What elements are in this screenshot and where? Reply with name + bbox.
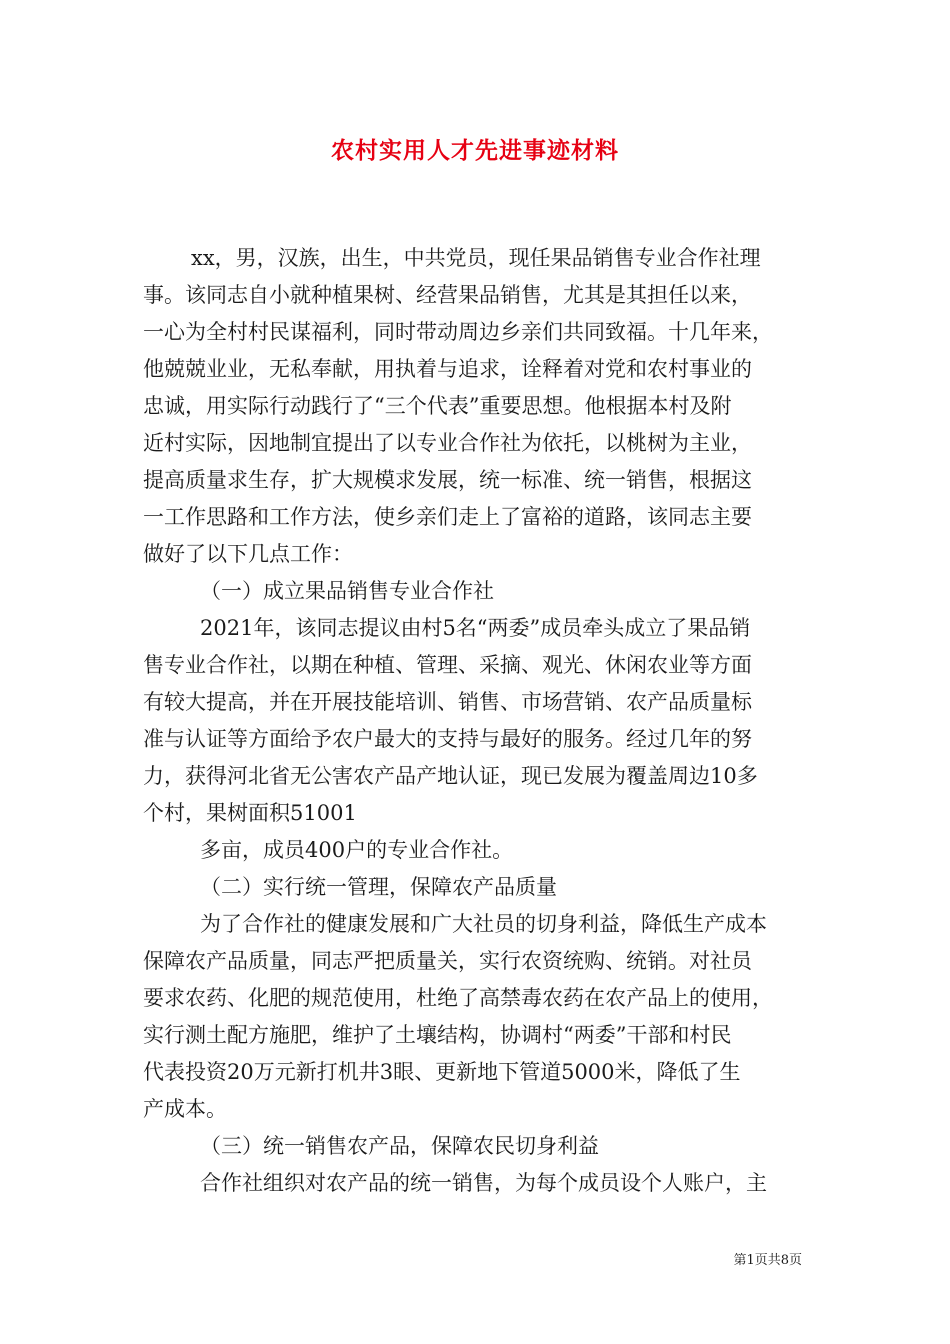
body-line: 合作社组织对农产品的统一销售，为每个成员设个人账户，主 [200, 1171, 767, 1195]
body-line: 要求农药、化肥的规范使用，杜绝了高禁毒农药在农产品上的使用， [143, 986, 773, 1010]
body-line: 有较大提高，并在开展技能培训、销售、市场营销、农产品质量标 [143, 690, 752, 714]
body-line: 提高质量求生存，扩大规模求发展，统一标准、统一销售，根据这 [143, 468, 752, 492]
document-title: 农村实用人才先进事迹材料 [331, 137, 619, 164]
page-number: 第1页共8页 [733, 1253, 802, 1268]
body-line: 为了合作社的健康发展和广大社员的切身利益，降低生产成本 [200, 912, 767, 936]
body-line: 近村实际，因地制宜提出了以专业合作社为依托，以桃树为主业， [143, 431, 752, 455]
body-line: 2021年，该同志提议由村5名“两委”成员牵头成立了果品销 [200, 616, 751, 640]
body-line: 代表投资20万元新打机井3眼、更新地下管道5000米，降低了生 [143, 1060, 741, 1084]
body-line: 忠诚，用实际行动践行了“三个代表”重要思想。他根据本村及附 [143, 394, 732, 418]
body-line: 一工作思路和工作方法，使乡亲们走上了富裕的道路，该同志主要 [143, 505, 752, 529]
body-line: 个村，果树面积51001 [143, 801, 357, 825]
body-line: 力，获得河北省无公害农产品产地认证，现已发展为覆盖周边10多 [143, 764, 758, 788]
body-line: 他兢兢业业，无私奉献，用执着与追求，诠释着对党和农村事业的 [143, 357, 752, 381]
body-line: 做好了以下几点工作： [143, 542, 353, 566]
section-heading: （三）统一销售农产品，保障农民切身利益 [200, 1134, 599, 1158]
body-line: 事。该同志自小就种植果树、经营果品销售，尤其是其担任以来， [143, 283, 752, 307]
section-heading: （二）实行统一管理，保障农产品质量 [200, 875, 557, 899]
body-line: 多亩，成员400户的专业合作社。 [200, 838, 514, 862]
body-line: 售专业合作社，以期在种植、管理、采摘、观光、休闲农业等方面 [143, 653, 752, 677]
body-line: xx，男，汉族，出生，中共党员，现任果品销售专业合作社理 [191, 246, 761, 270]
body-line: 准与认证等方面给予农户最大的支持与最好的服务。经过几年的努 [143, 727, 752, 751]
section-heading: （一）成立果品销售专业合作社 [200, 579, 494, 603]
body-line: 保障农产品质量，同志严把质量关，实行农资统购、统销。对社员 [143, 949, 752, 973]
body-line: 一心为全村村民谋福利，同时带动周边乡亲们共同致福。十几年来， [143, 320, 773, 344]
body-line: 实行测土配方施肥，维护了土壤结构，协调村“两委”干部和村民 [143, 1023, 732, 1047]
body-line: 产成本。 [143, 1097, 227, 1121]
